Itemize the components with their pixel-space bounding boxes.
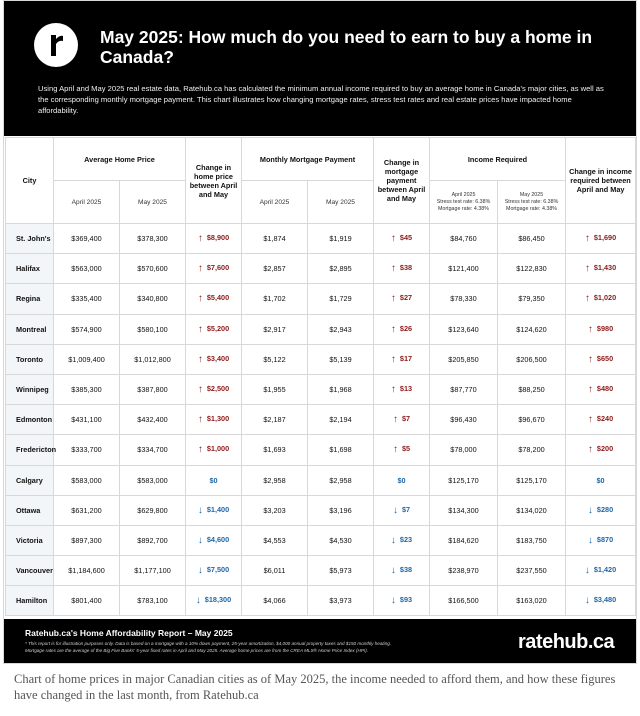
change-value: $1,690 (593, 233, 617, 243)
income-header: Income Required (430, 138, 566, 181)
arrow-up-icon: ↑ (197, 293, 203, 305)
change-value: $1,020 (593, 293, 617, 303)
change-cell (374, 284, 430, 314)
change-value: $1,000 (206, 444, 230, 454)
chg-mortgage-header: Change in mortgage payment between April and May (374, 138, 430, 224)
change-cell (566, 224, 636, 254)
change-cell (374, 314, 430, 344)
arrow-up-icon: ↑ (197, 414, 203, 426)
change-cell (186, 344, 242, 374)
ratehub-r-icon (34, 23, 78, 67)
city-header: City (6, 138, 54, 224)
arrow-down-icon: ↓ (587, 534, 593, 546)
value-cell: $574,900 (54, 314, 120, 344)
affordability-table (5, 137, 636, 616)
income-may-label: May 2025 (519, 191, 544, 198)
value-cell: $1,009,400 (54, 344, 120, 374)
change-cell (186, 435, 242, 465)
avg-price-header: Average Home Price (54, 138, 186, 181)
value-cell: $2,187 (242, 405, 308, 435)
value-cell: $2,857 (242, 254, 308, 284)
city-cell: Calgary (6, 465, 54, 495)
value-cell: $1,919 (308, 224, 374, 254)
change-value: $870 (596, 534, 614, 544)
change-cell (374, 525, 430, 555)
arrow-up-icon: ↑ (584, 293, 590, 305)
value-cell: $387,800 (120, 374, 186, 404)
change-value: $27 (399, 293, 413, 303)
arrow-down-icon: ↓ (587, 504, 593, 516)
value-cell: $378,300 (120, 224, 186, 254)
value-cell: $631,200 (54, 495, 120, 525)
change-cell (566, 284, 636, 314)
arrow-up-icon: ↑ (587, 444, 593, 456)
change-cell (374, 495, 430, 525)
change-cell (374, 405, 430, 435)
change-cell (186, 586, 242, 616)
change-cell (186, 314, 242, 344)
value-cell: $563,000 (54, 254, 120, 284)
image-caption: Chart of home prices in major Canadian cities as of May 2025, the income needed to afford them, and how these figures have changed in the last month, from Ratehub.ca (14, 672, 616, 702)
city-cell: Halifax (6, 254, 54, 284)
value-cell: $134,020 (498, 495, 566, 525)
arrow-down-icon: ↓ (584, 595, 590, 607)
city-cell: Fredericton (6, 435, 54, 465)
arrow-down-icon: ↓ (390, 534, 396, 546)
income-may-stress-rate: Stress test rate: 6.38% (504, 198, 559, 205)
value-cell: $79,350 (498, 284, 566, 314)
value-cell: $580,100 (120, 314, 186, 344)
change-cell (374, 374, 430, 404)
value-cell: $3,196 (308, 495, 374, 525)
value-cell: $87,770 (430, 374, 498, 404)
value-cell: $5,122 (242, 344, 308, 374)
change-value: $3,400 (206, 353, 230, 363)
change-cell (186, 224, 242, 254)
value-cell: $334,700 (120, 435, 186, 465)
change-value: $0 (596, 475, 605, 485)
value-cell: $78,200 (498, 435, 566, 465)
change-value: $38 (399, 565, 413, 575)
value-cell: $84,760 (430, 224, 498, 254)
value-cell: $78,330 (430, 284, 498, 314)
arrow-up-icon: ↑ (197, 263, 203, 275)
value-cell: $432,400 (120, 405, 186, 435)
change-cell (374, 224, 430, 254)
table-row (6, 435, 636, 465)
arrow-down-icon: ↓ (197, 534, 203, 546)
value-cell: $206,500 (498, 344, 566, 374)
value-cell: $4,553 (242, 525, 308, 555)
infographic-title: May 2025: How much do you need to earn to buy a home in Canada? (100, 27, 593, 67)
change-cell (566, 586, 636, 616)
change-value: $650 (596, 353, 614, 363)
change-cell (566, 344, 636, 374)
change-cell (566, 254, 636, 284)
table-row (6, 284, 636, 314)
value-cell: $570,600 (120, 254, 186, 284)
table-row (6, 224, 636, 254)
change-value: $7,600 (206, 263, 230, 273)
change-value: $23 (399, 534, 413, 544)
value-cell: $1,968 (308, 374, 374, 404)
arrow-up-icon: ↑ (197, 444, 203, 456)
value-cell: $1,177,100 (120, 556, 186, 586)
infographic-intro: Using April and May 2025 real estate data, Ratehub.ca has calculated the minimum annual income required to buy an average home in Canada's major cities, as well as the corresponding monthly mortgage payment. This chart illustrates how changing mortgage rates, stress test rates and real estate prices have impacted home affordability. (38, 84, 604, 115)
income-april-header (430, 181, 498, 224)
table-row (6, 344, 636, 374)
change-cell (186, 495, 242, 525)
city-cell: Regina (6, 284, 54, 314)
value-cell: $124,620 (498, 314, 566, 344)
value-cell: $892,700 (120, 525, 186, 555)
change-value: $5,200 (206, 323, 230, 333)
value-cell: $340,800 (120, 284, 186, 314)
arrow-up-icon: ↑ (390, 233, 396, 245)
change-value: $17 (399, 353, 413, 363)
value-cell: $629,800 (120, 495, 186, 525)
change-value: $200 (596, 444, 614, 454)
arrow-up-icon: ↑ (390, 263, 396, 275)
value-cell: $121,400 (430, 254, 498, 284)
change-value: $7 (401, 414, 411, 424)
change-value: $1,420 (593, 565, 617, 575)
city-cell: Edmonton (6, 405, 54, 435)
change-value: $5 (401, 444, 411, 454)
arrow-up-icon: ↑ (392, 414, 398, 426)
value-cell: $1,729 (308, 284, 374, 314)
change-cell (186, 556, 242, 586)
value-cell: $2,958 (242, 465, 308, 495)
value-cell: $237,550 (498, 556, 566, 586)
arrow-up-icon: ↑ (587, 323, 593, 335)
change-value: $2,500 (206, 384, 230, 394)
arrow-down-icon: ↓ (195, 595, 201, 607)
change-cell (566, 495, 636, 525)
ratehub-wordmark: ratehub.ca (518, 631, 615, 653)
change-value: $13 (399, 384, 413, 394)
change-cell (186, 254, 242, 284)
value-cell: $583,000 (120, 465, 186, 495)
change-value: $38 (399, 263, 413, 273)
change-value: $1,430 (593, 263, 617, 273)
change-cell (374, 254, 430, 284)
arrow-up-icon: ↑ (587, 414, 593, 426)
change-cell (186, 465, 242, 495)
change-cell (566, 525, 636, 555)
chg-price-header: Change in home price between April and May (186, 138, 242, 224)
city-cell: St. John's (6, 224, 54, 254)
change-value: $7 (401, 504, 411, 514)
change-value: $26 (399, 323, 413, 333)
arrow-up-icon: ↑ (584, 233, 590, 245)
arrow-down-icon: ↓ (197, 504, 203, 516)
infographic-footer (4, 619, 636, 663)
arrow-down-icon: ↓ (390, 595, 396, 607)
value-cell: $1,012,800 (120, 344, 186, 374)
value-cell: $86,450 (498, 224, 566, 254)
value-cell: $583,000 (54, 465, 120, 495)
arrow-up-icon: ↑ (390, 384, 396, 396)
table-body (6, 224, 636, 616)
value-cell: $2,917 (242, 314, 308, 344)
arrow-up-icon: ↑ (587, 384, 593, 396)
value-cell: $163,020 (498, 586, 566, 616)
city-cell: Montreal (6, 314, 54, 344)
change-cell (374, 556, 430, 586)
value-cell: $4,066 (242, 586, 308, 616)
infographic-card (3, 0, 637, 664)
arrow-down-icon: ↓ (584, 565, 590, 577)
value-cell: $783,100 (120, 586, 186, 616)
change-value: $980 (596, 323, 614, 333)
city-cell: Hamilton (6, 586, 54, 616)
city-cell: Winnipeg (6, 374, 54, 404)
arrow-up-icon: ↑ (197, 323, 203, 335)
change-cell (566, 465, 636, 495)
table-row (6, 314, 636, 344)
footer-title: Ratehub.ca's Home Affordability Report – May 2025 (25, 628, 233, 638)
value-cell: $3,203 (242, 495, 308, 525)
city-cell: Toronto (6, 344, 54, 374)
mortgage-may-header: May 2025 (308, 181, 374, 224)
value-cell: $6,011 (242, 556, 308, 586)
table-row (6, 374, 636, 404)
change-cell (186, 525, 242, 555)
table-row (6, 556, 636, 586)
income-may-header (498, 181, 566, 224)
value-cell: $125,170 (430, 465, 498, 495)
mortgage-header: Monthly Mortgage Payment (242, 138, 374, 181)
city-cell: Victoria (6, 525, 54, 555)
value-cell: $96,430 (430, 405, 498, 435)
value-cell: $205,850 (430, 344, 498, 374)
change-cell (566, 435, 636, 465)
change-cell (186, 374, 242, 404)
value-cell: $1,874 (242, 224, 308, 254)
value-cell: $123,640 (430, 314, 498, 344)
chg-income-header: Change in income required between April and May (566, 138, 636, 224)
change-cell (566, 314, 636, 344)
table-row (6, 586, 636, 616)
value-cell: $166,500 (430, 586, 498, 616)
change-value: $3,480 (593, 595, 617, 605)
change-value: $8,900 (206, 233, 230, 243)
change-cell (374, 344, 430, 374)
price-may-header: May 2025 (120, 181, 186, 224)
value-cell: $335,400 (54, 284, 120, 314)
change-cell (566, 405, 636, 435)
change-value: $45 (399, 233, 413, 243)
arrow-up-icon: ↑ (197, 233, 203, 245)
arrow-up-icon: ↑ (390, 323, 396, 335)
footer-note-1: * This report is for illustration purposes only. Data is based on a mortgage with a 10% down payment, 25-year amortization, $4,000 annual property taxes and $150 monthly heating. (25, 641, 392, 646)
value-cell: $1,698 (308, 435, 374, 465)
city-cell: Vancouver (6, 556, 54, 586)
value-cell: $88,250 (498, 374, 566, 404)
value-cell: $369,400 (54, 224, 120, 254)
table-row (6, 465, 636, 495)
income-may-mortgage-rate: Mortgage rate: 4.38% (506, 205, 557, 212)
change-value: $480 (596, 384, 614, 394)
change-value: $1,300 (206, 414, 230, 424)
value-cell: $183,750 (498, 525, 566, 555)
arrow-down-icon: ↓ (390, 565, 396, 577)
value-cell: $2,895 (308, 254, 374, 284)
table-row (6, 525, 636, 555)
value-cell: $122,830 (498, 254, 566, 284)
value-cell: $1,693 (242, 435, 308, 465)
arrow-up-icon: ↑ (390, 293, 396, 305)
value-cell: $2,958 (308, 465, 374, 495)
value-cell: $385,300 (54, 374, 120, 404)
footer-note-2: Mortgage rates are the average of the Big Five Banks' 5-year fixed rates in April and May 2025. Average home prices are from the CREA MLS® Home Price Index (HPI). (25, 647, 368, 653)
value-cell: $1,955 (242, 374, 308, 404)
value-cell: $134,300 (430, 495, 498, 525)
change-value: $93 (399, 595, 413, 605)
arrow-up-icon: ↑ (390, 353, 396, 365)
change-cell (566, 374, 636, 404)
change-value: $7,500 (206, 565, 230, 575)
change-cell (374, 435, 430, 465)
value-cell: $96,670 (498, 405, 566, 435)
change-cell (186, 284, 242, 314)
arrow-up-icon: ↑ (587, 353, 593, 365)
value-cell: $78,000 (430, 435, 498, 465)
change-value: $5,400 (206, 293, 230, 303)
value-cell: $333,700 (54, 435, 120, 465)
change-cell (374, 586, 430, 616)
value-cell: $2,943 (308, 314, 374, 344)
value-cell: $431,100 (54, 405, 120, 435)
change-value: $0 (397, 475, 406, 485)
arrow-down-icon: ↓ (197, 565, 203, 577)
table-row (6, 254, 636, 284)
value-cell: $3,973 (308, 586, 374, 616)
mortgage-april-header: April 2025 (242, 181, 308, 224)
arrow-down-icon: ↓ (392, 504, 398, 516)
value-cell: $1,702 (242, 284, 308, 314)
value-cell: $4,530 (308, 525, 374, 555)
income-april-stress-rate: Stress test rate: 6.38% (436, 198, 491, 205)
change-cell (186, 405, 242, 435)
table-row (6, 495, 636, 525)
change-cell (566, 556, 636, 586)
change-value: $280 (596, 504, 614, 514)
arrow-up-icon: ↑ (197, 353, 203, 365)
price-april-header: April 2025 (54, 181, 120, 224)
income-april-label: April 2025 (451, 191, 476, 198)
change-value: $4,600 (206, 534, 230, 544)
arrow-up-icon: ↑ (197, 384, 203, 396)
value-cell: $238,970 (430, 556, 498, 586)
value-cell: $5,973 (308, 556, 374, 586)
footer-notes (25, 641, 495, 654)
table-row (6, 405, 636, 435)
value-cell: $897,300 (54, 525, 120, 555)
value-cell: $2,194 (308, 405, 374, 435)
change-value: $1,400 (206, 504, 230, 514)
arrow-up-icon: ↑ (392, 444, 398, 456)
value-cell: $5,139 (308, 344, 374, 374)
ratehub-logo (34, 23, 78, 67)
change-value: $240 (596, 414, 614, 424)
change-cell (374, 465, 430, 495)
value-cell: $125,170 (498, 465, 566, 495)
change-value: $0 (209, 475, 218, 485)
arrow-up-icon: ↑ (584, 263, 590, 275)
value-cell: $801,400 (54, 586, 120, 616)
city-cell: Ottawa (6, 495, 54, 525)
infographic-header (4, 1, 636, 136)
income-april-mortgage-rate: Mortgage rate: 4.38% (438, 205, 489, 212)
value-cell: $184,620 (430, 525, 498, 555)
value-cell: $1,184,600 (54, 556, 120, 586)
change-value: $18,300 (204, 595, 232, 605)
